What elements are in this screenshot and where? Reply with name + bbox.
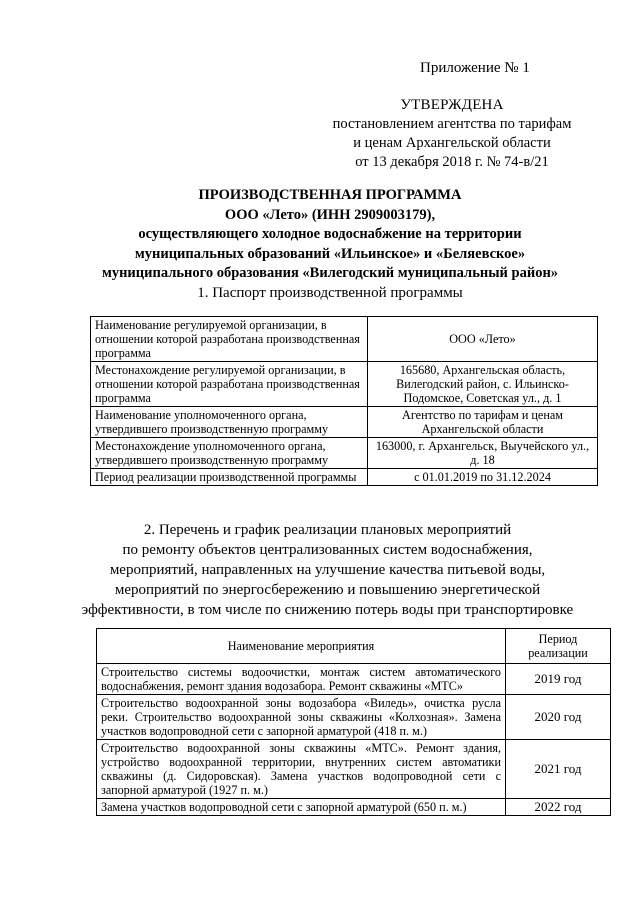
table-header-row bbox=[97, 629, 611, 664]
table-row bbox=[91, 317, 598, 362]
passport-label: Местонахождение уполномоченного органа, утвердившего производственную программу bbox=[91, 438, 368, 469]
approval-line: и ценам Архангельской области bbox=[353, 135, 551, 151]
measure-name: Замена участков водопроводной сети с запорной арматурой (650 п. м.) bbox=[97, 799, 506, 816]
passport-value: 163000, г. Архангельск, Выучейского ул., д. 18 bbox=[368, 438, 598, 469]
table-row bbox=[91, 407, 598, 438]
title-line: ООО «Лето» (ИНН 2909003179), bbox=[224, 206, 436, 223]
measure-name: Строительство водоохранной зоны водозабора «Виледь», очистка русла реки. Строительство водоохранной зоны скважины «Колхозная». Замена участков водопроводной сети с запорной арматурой (418 п. м.) bbox=[97, 695, 506, 740]
section2-heading bbox=[40, 520, 615, 620]
document-title bbox=[60, 186, 600, 284]
title-line: ПРОИЗВОДСТВЕННАЯ ПРОГРАММА bbox=[198, 187, 462, 203]
passport-value: Агентство по тарифам и ценам Архангельской области bbox=[368, 407, 598, 438]
approval-line: постановлением агентства по тарифам bbox=[332, 116, 572, 132]
passport-value: с 01.01.2019 по 31.12.2024 bbox=[368, 469, 598, 486]
section2-heading-line: мероприятий по энергосбережению и повышению энергетической bbox=[114, 582, 541, 598]
title-line: муниципальных образований «Ильинское» и «Беляевское» bbox=[134, 245, 526, 262]
table-row bbox=[97, 799, 611, 816]
measure-name: Строительство системы водоочистки, монтаж систем автоматического водоснабжения, ремонт здания водозабора. Ремонт скважины «МТС» bbox=[97, 664, 506, 695]
passport-value: ООО «Лето» bbox=[368, 317, 598, 362]
section2-heading-line: по ремонту объектов централизованных систем водоснабжения, bbox=[122, 542, 533, 558]
section2-heading-line: мероприятий, направленных на улучшение качества питьевой воды, bbox=[109, 562, 546, 578]
passport-label: Период реализации производственной программы bbox=[91, 469, 368, 486]
title-line: муниципального образования «Вилегодский муниципальный район» bbox=[101, 265, 559, 281]
approval-heading: УТВЕРЖДЕНА bbox=[400, 97, 504, 113]
table-row bbox=[91, 469, 598, 486]
passport-label: Наименование уполномоченного органа, утвердившего производственную программу bbox=[91, 407, 368, 438]
column-header-name: Наименование мероприятия bbox=[97, 629, 506, 664]
section1-heading: 1. Паспорт производственной программы bbox=[197, 285, 463, 301]
measure-period: 2021 год bbox=[506, 740, 611, 799]
section2-heading-line: 2. Перечень и график реализации плановых мероприятий bbox=[143, 522, 512, 538]
table-row bbox=[97, 664, 611, 695]
title-line: осуществляющего холодное водоснабжение на территории bbox=[138, 226, 522, 242]
table-row bbox=[97, 740, 611, 799]
section2-heading-line: эффективности, в том числе по снижению потерь воды при транспортировке bbox=[81, 602, 574, 618]
measure-period: 2020 год bbox=[506, 695, 611, 740]
column-header-period: Период реализации bbox=[506, 629, 611, 664]
appendix-label: Приложение № 1 bbox=[420, 60, 530, 76]
table-row bbox=[91, 362, 598, 407]
passport-label: Наименование регулируемой организации, в отношении которой разработана производственная программа bbox=[91, 317, 368, 362]
passport-label: Местонахождение регулируемой организации, в отношении которой разработана производственная программа bbox=[91, 362, 368, 407]
passport-value: 165680, Архангельская область, Вилегодский район, с. Ильинско-Подомское, Советская ул., д. 1 bbox=[368, 362, 598, 407]
measure-name: Строительство водоохранной зоны скважины «МТС». Ремонт здания, устройство водоохранной территории, внутренних систем автоматики скважины (д. Сидоровская). Замена участков водопроводной сети с запорной арматурой (1927 п. м.) bbox=[97, 740, 506, 799]
table-row bbox=[91, 438, 598, 469]
measure-period: 2022 год bbox=[506, 799, 611, 816]
passport-table bbox=[90, 316, 598, 486]
approval-line: от 13 декабря 2018 г. № 74-в/21 bbox=[355, 154, 549, 170]
approval-stamp bbox=[302, 96, 602, 172]
table-row bbox=[97, 695, 611, 740]
measures-table bbox=[96, 628, 611, 816]
measure-period: 2019 год bbox=[506, 664, 611, 695]
